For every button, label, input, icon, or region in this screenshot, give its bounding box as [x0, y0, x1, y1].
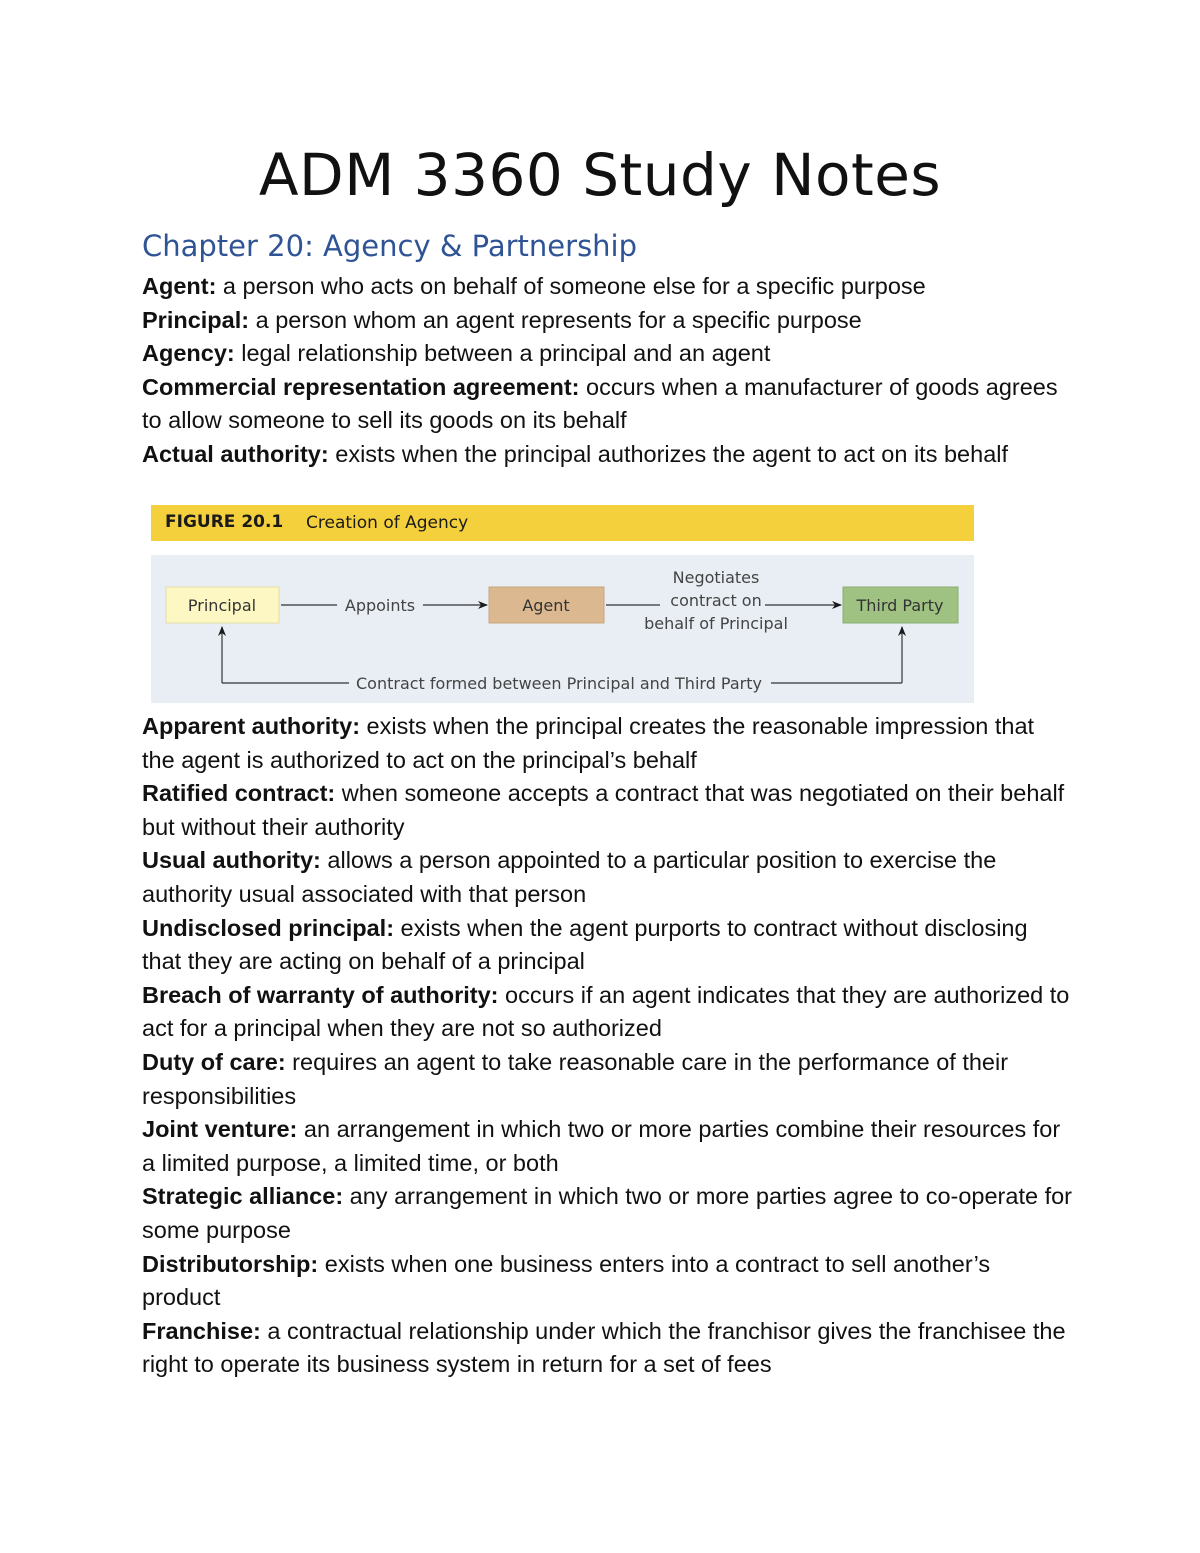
contract-formed-label: Contract formed between Principal and Third Party	[356, 674, 762, 693]
definition-item	[142, 1180, 1072, 1247]
definition-item	[142, 1315, 1072, 1382]
chapter-heading: Chapter 20: Agency & Partnership	[142, 229, 638, 263]
definition-term: Actual authority:	[142, 440, 329, 467]
definition-term: Distributorship:	[142, 1250, 319, 1277]
principal-label: Principal	[187, 596, 257, 615]
definition-term: Undisclosed principal:	[142, 914, 395, 941]
definition-item	[142, 270, 1072, 304]
definition-item	[142, 1046, 1072, 1113]
negotiates-label-1: Negotiates	[672, 568, 760, 587]
definition-item	[142, 337, 1072, 371]
agency-diagram-svg	[151, 555, 974, 703]
definition-text: occurs when a manufacturer of goods agrees to allow someone to sell its goods on its behalf	[142, 373, 1058, 434]
definition-item	[142, 777, 1072, 844]
definition-text: requires an agent to take reasonable care in the performance of their responsibilities	[142, 1048, 1009, 1109]
definition-term: Ratified contract:	[142, 780, 336, 807]
definition-term: Breach of warranty of authority:	[142, 981, 499, 1008]
definition-term: Commercial representation agreement:	[142, 373, 580, 400]
definition-term: Franchise:	[142, 1317, 261, 1344]
agent-label: Agent	[522, 596, 570, 615]
third-party-label: Third Party	[856, 596, 944, 615]
definition-text: exists when the principal creates the reasonable impression that the agent is authorized to act on the principal’s behalf	[142, 713, 1035, 773]
definition-text: exists when one business enters into a contract to sell another’s product	[142, 1250, 991, 1311]
definition-item	[142, 844, 1072, 911]
definitions-top	[142, 270, 1072, 472]
definition-text: any arrangement in which two or more parties agree to co-operate for some purpose	[142, 1183, 1073, 1243]
definition-text: a person whom an agent represents for a specific purpose	[249, 306, 862, 333]
definition-item	[142, 371, 1072, 438]
definition-term: Duty of care:	[142, 1048, 286, 1075]
definition-item	[142, 1113, 1072, 1180]
page-title: ADM 3360 Study Notes	[258, 141, 942, 209]
definition-term: Joint venture:	[142, 1116, 298, 1143]
negotiates-label-2: contract on	[670, 591, 762, 610]
definition-term: Strategic alliance:	[142, 1183, 344, 1210]
definition-text: allows a person appointed to a particular position to exercise the authority usual associated with that person	[142, 847, 997, 907]
definitions-bottom	[142, 710, 1072, 1382]
definition-text: an arrangement in which two or more parties combine their resources for a limited purpose, a limited time, or both	[142, 1116, 1061, 1176]
appoints-label: Appoints	[344, 596, 416, 615]
figure-number: FIGURE 20.1	[165, 512, 284, 532]
figure-header	[151, 505, 974, 541]
figure-diagram	[151, 555, 974, 703]
definition-text: a person who acts on behalf of someone else for a specific purpose	[216, 273, 926, 299]
definition-item	[142, 710, 1072, 777]
definition-item	[142, 438, 1072, 472]
definition-text: exists when the principal authorizes the agent to act on its behalf	[328, 440, 1009, 467]
figure-caption: Creation of Agency	[306, 513, 469, 533]
definition-text: legal relationship between a principal and an agent	[234, 340, 771, 367]
definition-item	[142, 304, 1072, 338]
definition-text: occurs if an agent indicates that they are authorized to act for a principal when they are not so authorized	[142, 981, 1070, 1042]
definition-term: Usual authority:	[142, 847, 321, 874]
definition-term: Apparent authority:	[142, 713, 361, 739]
definition-item	[142, 979, 1072, 1046]
negotiates-label-3: behalf of Principal	[644, 614, 788, 633]
figure-creation-of-agency	[151, 505, 974, 703]
definition-text: a contractual relationship under which the franchisor gives the franchisee the right to operate its business system in return for a set of fees	[142, 1317, 1066, 1378]
definition-term: Principal:	[142, 306, 250, 333]
definition-text: when someone accepts a contract that was negotiated on their behalf but without their authority	[142, 780, 1065, 840]
definition-term: Agent:	[142, 273, 217, 299]
definition-text: exists when the agent purports to contract without disclosing that they are acting on behalf of a principal	[142, 914, 1028, 975]
definition-item	[142, 1248, 1072, 1315]
definition-term: Agency:	[142, 340, 235, 367]
definition-item	[142, 912, 1072, 979]
